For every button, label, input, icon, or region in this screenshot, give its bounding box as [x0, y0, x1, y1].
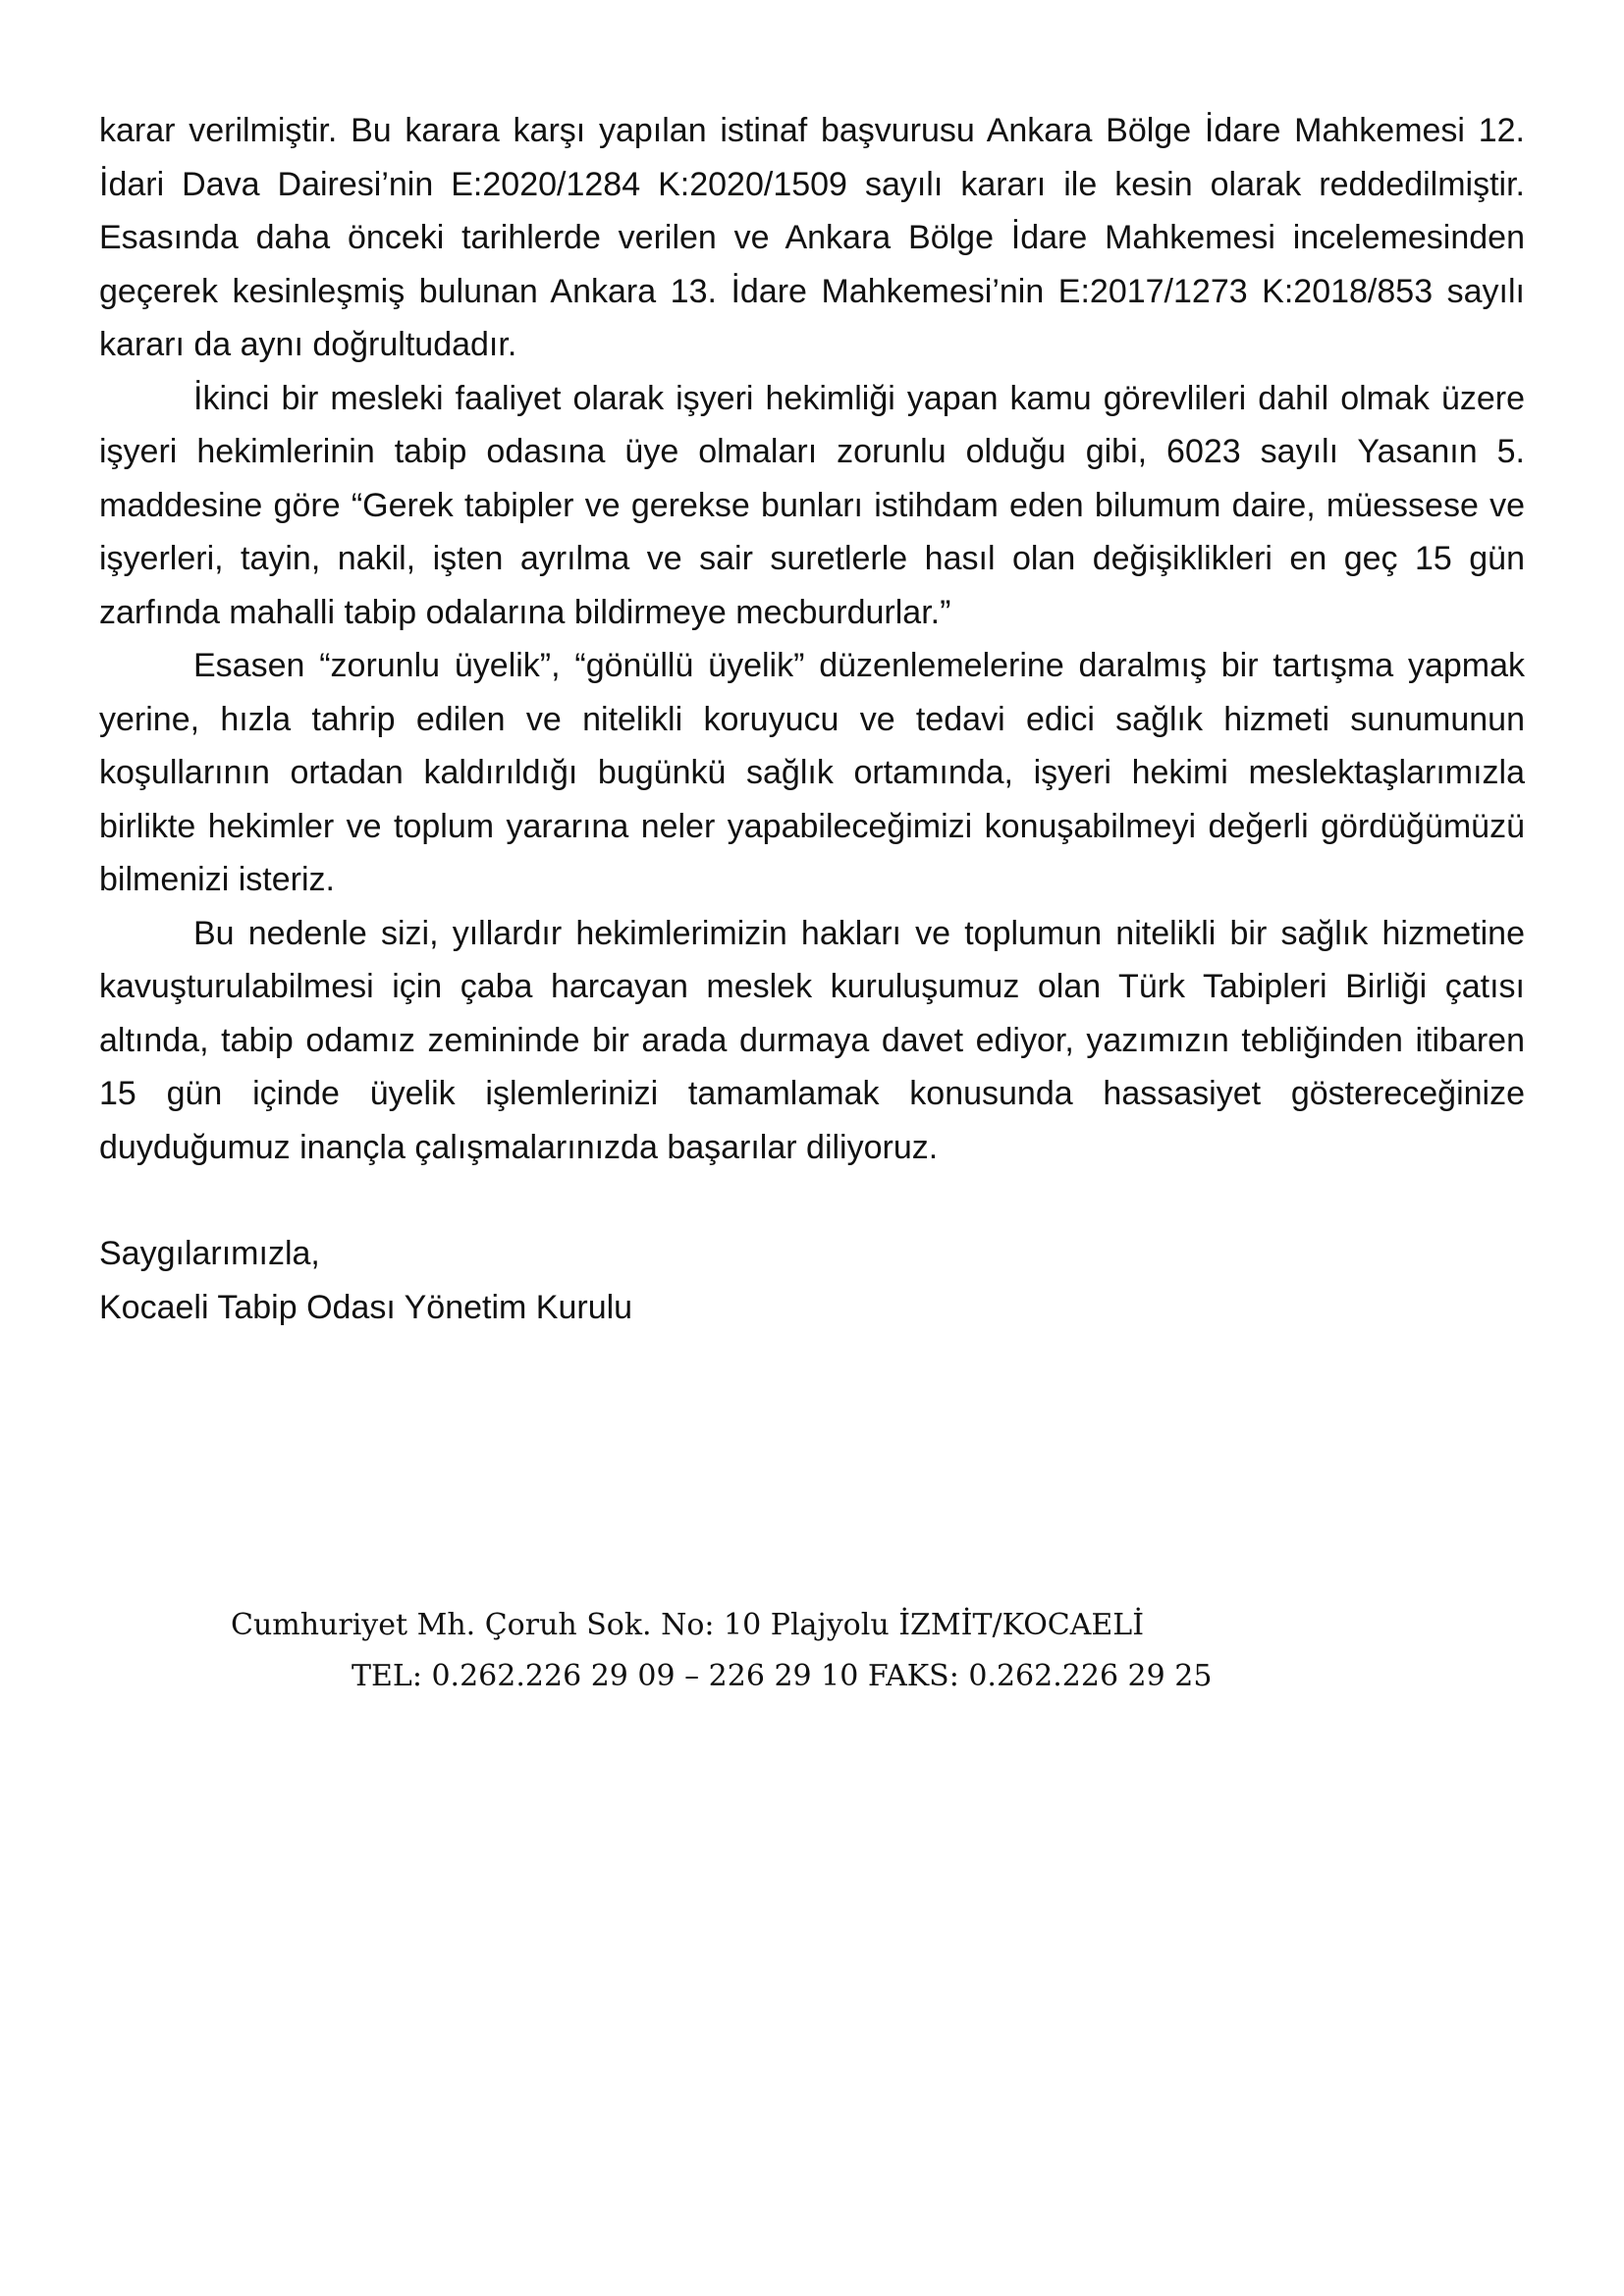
paragraph-court-decision: karar verilmiştir. Bu karara karşı yapılan istinaf başvurusu Ankara Bölge İdare Mahkemesi 12. İdari Dava Dairesi’nin E:2020/1284 K:2020/1509 sayılı kararı ile kesin olarak reddedilmiştir. Esasında daha önceki tarihlerde verilen ve Ankara Bölge İdare Mahkemesi incelemesinden geçerek kesinleşmiş bulunan Ankara 13. İdare Mahkemesi’nin E:2017/1273 K:2018/853 sayılı kararı da aynı doğrultudadır.	[99, 112, 1525, 363]
paragraph-invitation: Bu nedenle sizi, yıllardır hekimlerimizin hakları ve toplumun nitelikli bir sağlık hizmetine kavuşturulabilmesi için çaba harcayan meslek kuruluşumuz olan Türk Tabipleri Birliği çatısı altında, tabip odamız zemininde bir arada durmaya davet ediyor, yazımızın tebliğinden itibaren 15 gün içinde üyelik işlemlerinizi tamamlamak konusunda hassasiyet göstereceğinize duyduğumuz inançla çalışmalarınızda başarılar diliyoruz.	[99, 914, 1525, 1166]
footer-contact-numbers: TEL: 0.262.226 29 09 – 226 29 10 FAKS: 0.262.226 29 25	[352, 1659, 1213, 1693]
signatory: Kocaeli Tabip Odası Yönetim Kurulu	[99, 1289, 633, 1326]
paragraph-membership-debate: Esasen “zorunlu üyelik”, “gönüllü üyelik” düzenlemelerine daralmış bir tartışma yapmak yerine, hızla tahrip edilen ve nitelikli koruyucu ve tedavi edici sağlık hizmeti sunumunun koşullarının ortadan kaldırıldığı bugünkü sağlık ortamında, işyeri hekimi meslektaşlarımızla birlikte hekimler ve toplum yararına neler yapabileceğimizi konuşabilmeyi değerli gördüğümüzü bilmenizi isteriz.	[99, 647, 1525, 898]
closing-block	[99, 1227, 1525, 1335]
footer-address: Cumhuriyet Mh. Çoruh Sok. No: 10 Plajyolu İZMİT/KOCAELİ	[231, 1608, 1145, 1642]
salutation: Saygılarımızla,	[99, 1235, 320, 1272]
letter-body	[99, 104, 1525, 1335]
paragraph-workplace-physicians: İkinci bir mesleki faaliyet olarak işyeri hekimliği yapan kamu görevlileri dahil olmak üzere işyeri hekimlerinin tabip odasına üye olmaları zorunlu olduğu gibi, 6023 sayılı Yasanın 5. maddesine göre “Gerek tabipler ve gerekse bunları istihdam eden bilumum daire, müessese ve işyerleri, tayin, nakil, işten ayrılma ve sair suretlerle hasıl olan değişiklikleri en geç 15 gün zarfında mahalli tabip odalarına bildirmeye mecburdurlar.”	[99, 379, 1525, 631]
